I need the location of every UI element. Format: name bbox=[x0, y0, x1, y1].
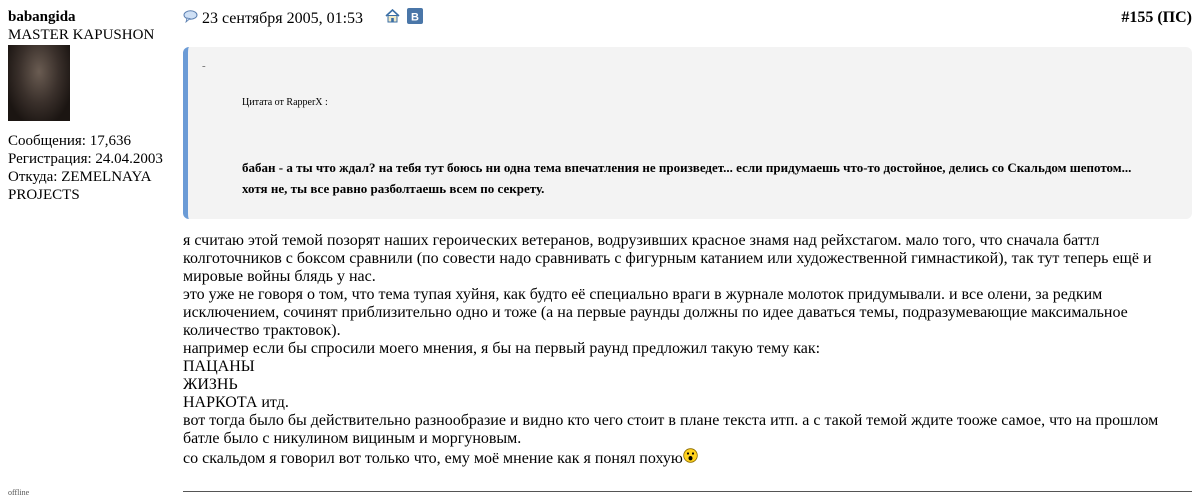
shocked-smiley-icon bbox=[683, 448, 698, 468]
username[interactable]: babangida bbox=[8, 9, 76, 25]
post-number[interactable] bbox=[1121, 8, 1192, 28]
post-date: 23 сентября 2005, 01:53 bbox=[202, 10, 364, 27]
post-line: вот тогда было бы действительно разнообразие и видно кто чего стоит в плане текста итп. а с такой темой ждите тооже самое, что на прошлом батле было с никулином вициным и моргуновым. bbox=[183, 412, 1159, 447]
quote-author: Цитата от RapperX : bbox=[242, 97, 328, 108]
post-body bbox=[183, 232, 1183, 468]
post-count: Сообщения: 17,636 bbox=[8, 133, 131, 149]
svg-text:В: В bbox=[411, 11, 420, 24]
vk-icon[interactable] bbox=[407, 8, 423, 30]
quote-block bbox=[183, 47, 1192, 219]
user-info bbox=[8, 8, 178, 204]
user-location: Откуда: ZEMELNAYA PROJECTS bbox=[8, 169, 151, 203]
post-line: ПАЦАНЫ bbox=[183, 358, 255, 375]
quote-dash: - bbox=[202, 60, 206, 72]
post bbox=[183, 8, 1192, 468]
avatar[interactable] bbox=[8, 45, 70, 121]
post-number-value[interactable]: #155 bbox=[1121, 9, 1154, 26]
post-number-suffix: (ПС) bbox=[1157, 9, 1192, 26]
post-line: я считаю этой темой позорят наших героических ветеранов, водрузивших красное знамя над рейхстагом. мало того, что сначала баттл колготочников с боксом сравнили (по совести надо сравнивать с фигурным катанием или художественной гимнастикой), так тут теперь ещё и мировые войны блядь у нас. bbox=[183, 232, 1152, 285]
post-line: со скальдом я говорил вот только что, ему моё мнение как я понял похую bbox=[183, 450, 683, 467]
quote-text: бабан - а ты что ждал? на тебя тут боюсь ни одна тема впечатления не произведет... если придумаешь что-то достойное, делись со Скальдом шепотом... хотя не, ты все равно разболтаешь всем по секрету. bbox=[242, 160, 1132, 196]
message-bubble-icon bbox=[183, 9, 198, 29]
online-status: offline bbox=[8, 488, 30, 497]
user-rank: MASTER KAPUSHON bbox=[8, 27, 155, 43]
home-icon[interactable] bbox=[385, 9, 400, 29]
post-header bbox=[183, 8, 1192, 30]
post-line: НАРКОТА итд. bbox=[183, 394, 289, 411]
post-line: например если бы спросили моего мнения, я бы на первый раунд предложил такую тему как: bbox=[183, 340, 821, 357]
registration-date: Регистрация: 24.04.2003 bbox=[8, 151, 163, 167]
post-divider bbox=[183, 491, 1192, 492]
post-line: это уже не говоря о том, что тема тупая хуйня, как будто её специально враги в журнале молоток придумывали. и все олени, за редким исключением, сочинят приблизительно одно и тоже (а на первые раунды должны по идее даваться темы, подразумевающие максимальное количество трактовок). bbox=[183, 286, 1128, 339]
post-line: ЖИЗНЬ bbox=[183, 376, 238, 393]
